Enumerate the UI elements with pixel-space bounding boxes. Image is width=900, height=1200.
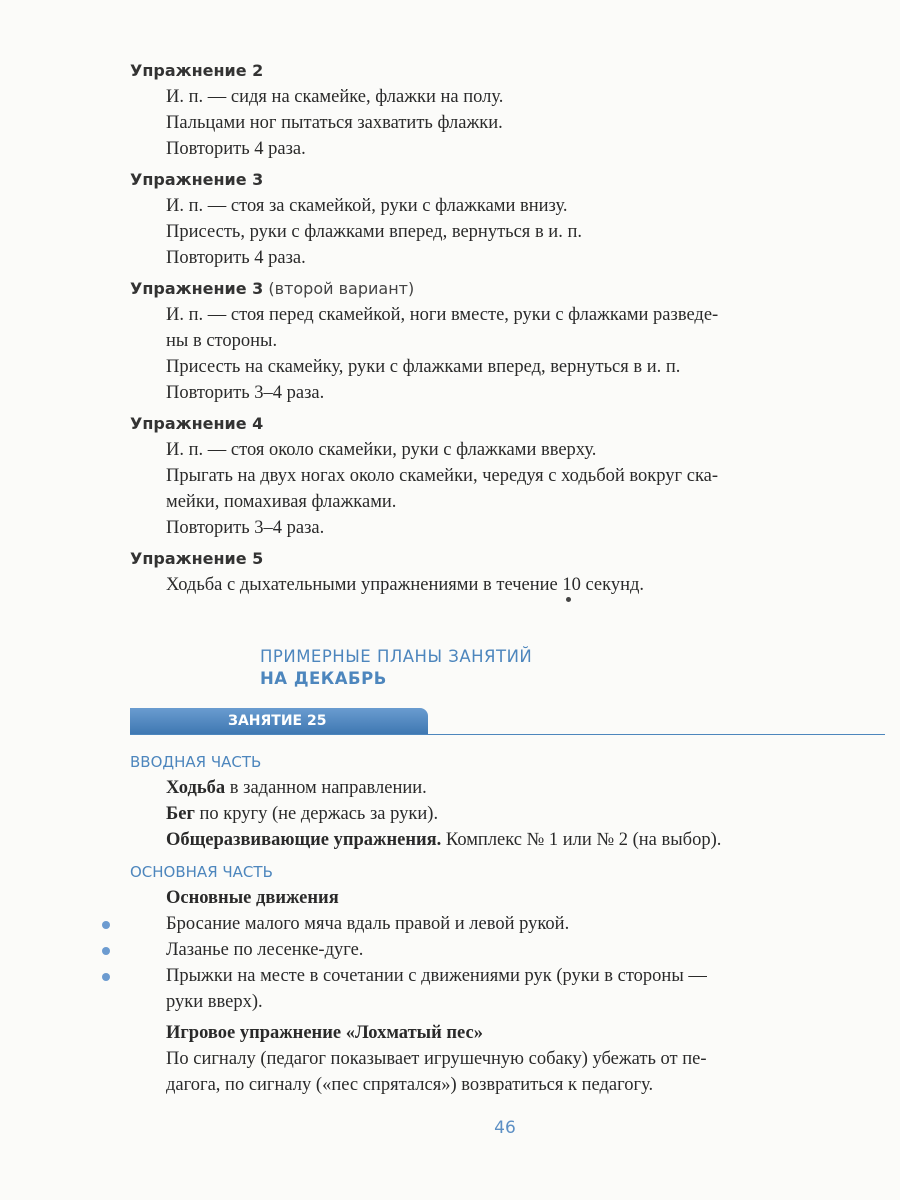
page-number: 46 [494,1118,516,1138]
text-line: Ходьба с дыхательными упражнениями в течение 10 секунд. [166,575,645,595]
text-line: И. п. — стоя около скамейки, руки с флажками вверху. [166,440,597,460]
game-title: Игровое упражнение «Лохматый пес» [166,1023,483,1043]
intro-heading: ВВОДНАЯ ЧАСТЬ [130,753,262,771]
text-line: ны в стороны. [166,331,278,351]
section-title-line1: ПРИМЕРНЫЕ ПЛАНЫ ЗАНЯТИЙ [260,647,533,666]
text-line: Пальцами ног пытаться захватить флажки. [166,113,503,133]
section-title-line2: НА ДЕКАБРЬ [260,669,387,688]
text-line: дагога, по сигналу («пес спрятался») возвратиться к педагогу. [166,1075,654,1095]
text-line: мейки, помахивая флажками. [166,492,397,512]
page-content [130,58,885,1098]
text-line: И. п. — стоя за скамейкой, руки с флажками внизу. [166,196,568,216]
exercise-variant: (второй вариант) [268,279,415,298]
bullet-item: Бросание малого мяча вдаль правой и левой рукой. [130,911,885,937]
print-speck [566,597,571,602]
text-line: Прыгать на двух ногах около скамейки, чередуя с ходьбой вокруг ска- [166,466,719,486]
bullet-item: Прыжки на месте в сочетании с движениями рук (руки в стороны — [130,963,885,989]
text-line: И. п. — сидя на скамейке, флажки на полу. [166,87,504,107]
main-heading: ОСНОВНАЯ ЧАСТЬ [130,863,273,881]
bullet-continuation: руки вверх). [166,992,263,1012]
section-title [130,646,885,690]
lesson-tab: ЗАНЯТИЕ 25 [130,708,428,734]
intro-item: Бег по кругу (не держась за руки). [166,804,439,824]
bullet-item: Лазанье по лесенке-дуге. [130,937,885,963]
text-line: По сигналу (педагог показывает игрушечную собаку) убежать от пе- [166,1049,707,1069]
intro-item: Общеразвивающие упражнения. Комплекс № 1 или № 2 (на выбор). [166,830,722,850]
text-line: Повторить 4 раза. [166,248,306,268]
text-line: Присесть на скамейку, руки с флажками вперед, вернуться в и. п. [166,357,681,377]
exercise-heading: Упражнение 3 (второй вариант) [130,279,415,298]
exercise-heading: Упражнение 3 [130,170,264,189]
text-line: И. п. — стоя перед скамейкой, ноги вместе, руки с флажками разведе- [166,305,719,325]
exercise-heading: Упражнение 2 [130,61,264,80]
main-subheading: Основные движения [166,888,339,908]
text-line: Повторить 4 раза. [166,139,306,159]
text-line: Повторить 3–4 раза. [166,518,325,538]
intro-item: Ходьба в заданном направлении. [166,778,427,798]
text-line: Повторить 3–4 раза. [166,383,325,403]
lesson-header [130,708,885,735]
exercise-heading: Упражнение 5 [130,549,264,568]
text-line: Присесть, руки с флажками вперед, вернуться в и. п. [166,222,582,242]
exercise-heading: Упражнение 4 [130,414,264,433]
